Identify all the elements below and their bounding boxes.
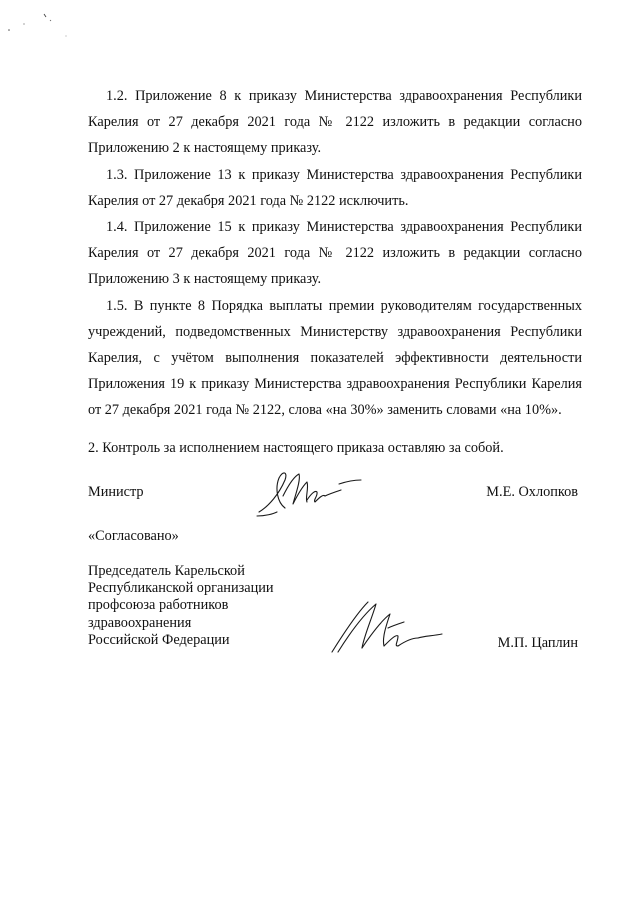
chair-signature <box>328 596 448 656</box>
chair-title <box>88 563 328 649</box>
chair-title-line: Председатель Карельской <box>88 563 245 579</box>
chair-name: М.П. Цаплин <box>497 635 578 651</box>
order-body <box>88 83 582 424</box>
chair-title-line: Российской Федерации <box>88 631 230 648</box>
paragraph-1-2: 1.2. Приложение 8 к приказу Министерства здравоохранения Республики Карелия от 27 декабря 2021 года № 2122 изложить в редакции согласно Приложению 2 к настоящему приказу. <box>88 88 582 157</box>
scan-specks <box>6 8 76 38</box>
minister-title: Министр <box>88 484 144 500</box>
paragraph-1-3: 1.3. Приложение 13 к приказу Министерства здравоохранения Республики Карелия от 27 декабря 2021 года № 2122 исключить. <box>88 166 582 209</box>
minister-name: М.Е. Охлопков <box>486 484 578 500</box>
agreed-label: «Согласовано» <box>88 528 179 544</box>
minister-signature <box>255 466 367 518</box>
chair-title-line: профсоюза работников <box>88 597 229 614</box>
paragraph-1-4: 1.4. Приложение 15 к приказу Министерства здравоохранения Республики Карелия от 27 декабря 2021 года № 2122 изложить в редакции согласно Приложению 3 к настоящему приказу. <box>88 219 582 288</box>
chair-title-line: здравоохранения <box>88 614 192 631</box>
control-clause: 2. Контроль за исполнением настоящего приказа оставляю за собой. <box>88 440 504 456</box>
paragraph-1-5: 1.5. В пункте 8 Порядка выплаты премии руководителям государственных учреждений, подведомственных Министерству здравоохранения Республики Карелия, с учётом выполнения показателей эффективности деятельности Приложения 19 к приказу Министерства здравоохранения Республики Карелия от 27 декабря 2021 года № 2122, слова «на 30%» заменить словами «на 10%». <box>88 297 582 419</box>
chair-title-line: Республиканской организации <box>88 580 274 597</box>
